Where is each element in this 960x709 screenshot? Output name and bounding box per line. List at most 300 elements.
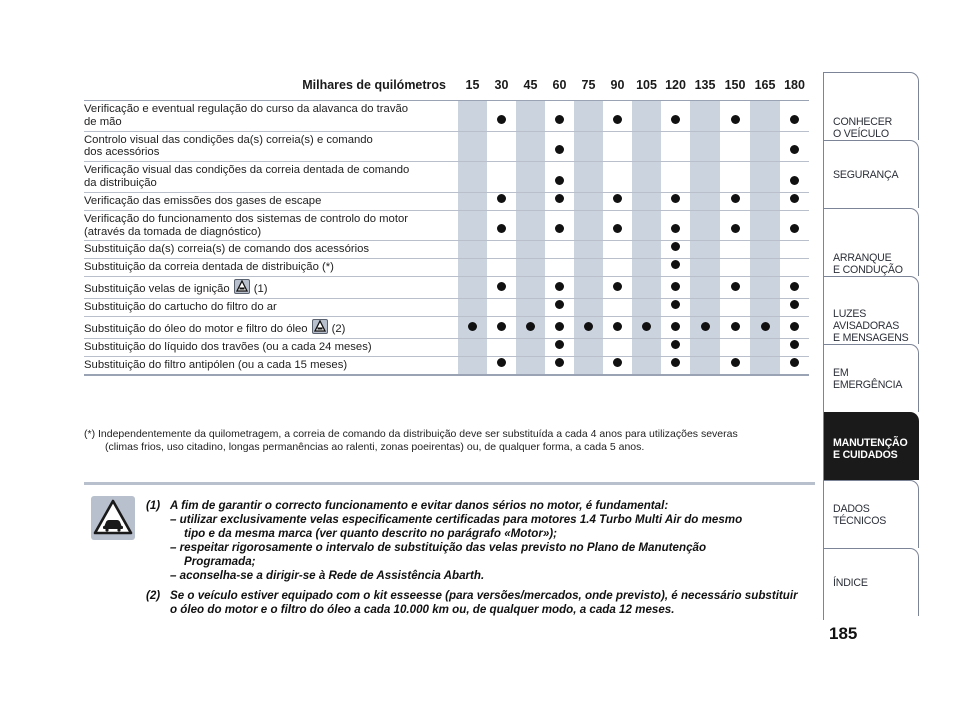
scheduled-dot [613, 358, 622, 367]
schedule-cell [574, 259, 603, 277]
tab-label: SEGURANÇA [833, 168, 899, 181]
schedule-cell [750, 101, 780, 132]
note-1 [146, 499, 816, 513]
schedule-cell [516, 162, 545, 193]
schedule-cell [516, 338, 545, 356]
table-row [84, 131, 809, 162]
scheduled-dot [555, 282, 564, 291]
scheduled-dot [761, 322, 770, 331]
schedule-cell [661, 338, 690, 356]
warning-triangle-icon [234, 279, 250, 294]
scheduled-dot [671, 194, 680, 203]
tab-seguranca[interactable] [824, 140, 919, 208]
scheduled-dot [497, 282, 506, 291]
scheduled-dot [731, 115, 740, 124]
table-row [84, 338, 809, 356]
schedule-cell [720, 101, 750, 132]
task-text: Verificação visual das condições da correia dentada de comando [84, 164, 410, 177]
task-line [84, 146, 452, 159]
tab-indice[interactable] [824, 548, 919, 616]
note-text-cont: o óleo do motor e o filtro do óleo a cada 10.000 km ou, de qualquer modo, a cada 12 meses. [170, 603, 675, 616]
task-description [84, 259, 458, 277]
scheduled-dot [671, 340, 680, 349]
schedule-cell [545, 317, 574, 339]
note-bullet-cont: Programada; [184, 555, 256, 568]
tab-label: MANUTENÇÃO [833, 437, 908, 449]
table-row [84, 356, 809, 375]
scheduled-dot [731, 282, 740, 291]
task-text: Substituição do líquido dos travões (ou a cada 24 meses) [84, 341, 372, 354]
scheduled-dot [555, 358, 564, 367]
task-text: Substituição da(s) correia(s) de comando dos acessórios [84, 243, 370, 256]
schedule-cell [632, 317, 661, 339]
page-number: 185 [829, 624, 858, 643]
scheduled-dot [555, 115, 564, 124]
schedule-cell [458, 259, 487, 277]
schedule-cell [487, 192, 516, 210]
schedule-cell [487, 338, 516, 356]
note-bullet: – aconselha-se a dirigir-se à Rede de Assistência Abarth. [170, 569, 485, 582]
schedule-cell [750, 259, 780, 277]
task-description [84, 299, 458, 317]
schedule-cell [603, 338, 632, 356]
schedule-cell [690, 259, 720, 277]
schedule-cell [750, 241, 780, 259]
scheduled-dot [497, 194, 506, 203]
scheduled-dot [555, 300, 564, 309]
schedule-cell [720, 210, 750, 241]
schedule-cell [661, 241, 690, 259]
footnote-line: (climas frios, uso citadino, longas permanências ao ralenti, zonas poeirentas) ou, de qualquer forma, a cada 5 anos. [105, 441, 645, 453]
scheduled-dot [790, 322, 799, 331]
scheduled-dot [671, 322, 680, 331]
scheduled-dot [497, 322, 506, 331]
column-header-km: 30 [487, 70, 516, 101]
task-description [84, 131, 458, 162]
schedule-cell [458, 299, 487, 317]
schedule-cell [690, 241, 720, 259]
scheduled-dot [555, 224, 564, 233]
note-text: A fim de garantir o correcto funcionamento e evitar danos sérios no motor, é fundamental: [170, 499, 669, 512]
schedule-cell [487, 241, 516, 259]
tab-label: AVISADORAS [833, 320, 900, 332]
column-header-km: 45 [516, 70, 545, 101]
table-row [84, 192, 809, 210]
schedule-cell [487, 259, 516, 277]
task-line [84, 226, 452, 239]
schedule-cell [780, 356, 809, 375]
schedule-cell [487, 299, 516, 317]
table-row [84, 259, 809, 277]
table-row [84, 101, 809, 132]
schedule-cell [574, 356, 603, 375]
schedule-cell [545, 356, 574, 375]
scheduled-dot [790, 224, 799, 233]
tab-label: EM EMERGÊNCIA [833, 366, 903, 391]
schedule-cell [720, 241, 750, 259]
schedule-cell [632, 101, 661, 132]
scheduled-dot [555, 322, 564, 331]
task-text: (através da tomada de diagnóstico) [84, 225, 262, 238]
table-row [84, 317, 809, 339]
warning-triangle-icon [312, 319, 328, 334]
schedule-cell [487, 101, 516, 132]
schedule-cell [720, 277, 750, 299]
scheduled-dot [613, 282, 622, 291]
task-text: da distribuição [84, 176, 157, 189]
task-text: Substituição do óleo do motor e filtro do óleo [84, 323, 308, 336]
schedule-cell [690, 131, 720, 162]
schedule-cell [690, 317, 720, 339]
scheduled-dot [790, 176, 799, 185]
schedule-cell [750, 192, 780, 210]
schedule-cell [780, 338, 809, 356]
schedule-cell [661, 210, 690, 241]
schedule-cell [632, 259, 661, 277]
task-text: Substituição da correia dentada de distribuição (*) [84, 261, 334, 274]
schedule-cell [574, 131, 603, 162]
tab-label: O VEÍCULO [833, 128, 889, 140]
column-header-km: 90 [603, 70, 632, 101]
task-line [84, 261, 452, 274]
task-line [84, 279, 452, 296]
schedule-cell [516, 192, 545, 210]
maintenance-schedule-table [84, 70, 809, 376]
task-line [84, 243, 452, 256]
schedule-cell [603, 101, 632, 132]
schedule-cell [661, 356, 690, 375]
scheduled-dot [790, 194, 799, 203]
note-number: (2) [146, 589, 161, 602]
schedule-cell [574, 317, 603, 339]
schedule-cell [458, 162, 487, 193]
note-bullet-cont: tipo e da mesma marca (ver quanto descrito no parágrafo «Motor»); [184, 527, 558, 540]
schedule-cell [661, 162, 690, 193]
scheduled-dot [790, 282, 799, 291]
table-row [84, 299, 809, 317]
column-header-km: 75 [574, 70, 603, 101]
table-row [84, 277, 809, 299]
schedule-cell [487, 131, 516, 162]
schedule-cell [574, 277, 603, 299]
task-description [84, 317, 458, 339]
schedule-cell [545, 210, 574, 241]
scheduled-dot [790, 115, 799, 124]
schedule-cell [632, 131, 661, 162]
table-row [84, 241, 809, 259]
schedule-cell [720, 192, 750, 210]
scheduled-dot [671, 300, 680, 309]
tab-label: E MENSAGENS [833, 332, 909, 344]
task-line [84, 103, 452, 116]
schedule-cell [632, 241, 661, 259]
schedule-cell [603, 356, 632, 375]
task-line [84, 134, 452, 147]
tab-arranque-e-conducao[interactable] [824, 208, 919, 276]
note-number: (1) [146, 499, 161, 512]
tab-manutencao-e-cuidados[interactable] [824, 412, 919, 480]
task-text: Verificação das emissões dos gases de escape [84, 194, 322, 207]
tab-label: CONHECER [833, 116, 893, 128]
schedule-cell [632, 338, 661, 356]
schedule-cell [458, 338, 487, 356]
scheduled-dot [731, 194, 740, 203]
task-text: Verificação e eventual regulação do curso da alavanca do travão [84, 103, 409, 115]
schedule-cell [603, 131, 632, 162]
column-header-km: 15 [458, 70, 487, 101]
task-line [84, 301, 452, 314]
scheduled-dot [497, 358, 506, 367]
column-header-km: 135 [690, 70, 720, 101]
schedule-cell [545, 338, 574, 356]
schedule-cell [750, 317, 780, 339]
schedule-cell [661, 101, 690, 132]
schedule-cell [458, 241, 487, 259]
schedule-cell [516, 317, 545, 339]
schedule-cell [780, 162, 809, 193]
schedule-cell [458, 317, 487, 339]
schedule-cell [545, 162, 574, 193]
scheduled-dot [671, 358, 680, 367]
schedule-cell [516, 210, 545, 241]
schedule-cell [661, 131, 690, 162]
scheduled-dot [613, 322, 622, 331]
schedule-cell [574, 101, 603, 132]
footnote-line: (*) Independentemente da quilometragem, a correia de comando da distribuição deve ser substituída a cada 4 anos para utilizações severas [84, 428, 738, 440]
task-description [84, 338, 458, 356]
tab-label: E CONDUÇÃO [833, 264, 903, 276]
schedule-cell [632, 162, 661, 193]
schedule-cell [750, 299, 780, 317]
scheduled-dot [526, 322, 535, 331]
scheduled-dot [555, 340, 564, 349]
task-text: de mão [84, 115, 122, 128]
schedule-cell [545, 192, 574, 210]
task-description [84, 356, 458, 375]
schedule-cell [603, 277, 632, 299]
scheduled-dot [671, 260, 680, 269]
schedule-cell [750, 277, 780, 299]
note-text: Se o veículo estiver equipado com o kit esseesse (para versões/mercados, onde previsto), é necessário substituir [170, 589, 798, 602]
schedule-cell [780, 210, 809, 241]
tab-label: ÍNDICE [833, 576, 868, 589]
schedule-cell [750, 131, 780, 162]
task-text: Controlo visual das condições da(s) correia(s) e comando [84, 133, 373, 146]
schedule-cell [516, 299, 545, 317]
schedule-cell [690, 162, 720, 193]
scheduled-dot [671, 224, 680, 233]
column-header-km: 180 [780, 70, 809, 101]
table-row [84, 210, 809, 241]
schedule-cell [690, 210, 720, 241]
scheduled-dot [497, 115, 506, 124]
schedule-cell [574, 338, 603, 356]
note-2 [146, 589, 816, 603]
table-header-row [84, 70, 809, 101]
column-header-km: 60 [545, 70, 574, 101]
schedule-cell [780, 101, 809, 132]
column-header-km: 150 [720, 70, 750, 101]
schedule-cell [574, 162, 603, 193]
task-line [84, 319, 452, 336]
schedule-cell [545, 131, 574, 162]
task-text: Substituição do filtro antipólen (ou a cada 15 meses) [84, 359, 348, 372]
schedule-cell [720, 259, 750, 277]
task-line [84, 213, 452, 226]
schedule-cell [458, 131, 487, 162]
task-line [84, 341, 452, 354]
scheduled-dot [613, 224, 622, 233]
note-bullet: – utilizar exclusivamente velas especificamente certificadas para motores 1.4 Turbo Multi Air do mesmo [170, 513, 743, 526]
schedule-cell [545, 259, 574, 277]
scheduled-dot [613, 194, 622, 203]
schedule-cell [720, 299, 750, 317]
task-line [84, 359, 452, 372]
schedule-cell [690, 299, 720, 317]
scheduled-dot [555, 194, 564, 203]
note-reference: (1) [253, 283, 268, 296]
warning-text [146, 499, 816, 617]
schedule-cell [720, 356, 750, 375]
task-text: Verificação do funcionamento dos sistemas de controlo do motor [84, 212, 409, 225]
schedule-cell [661, 259, 690, 277]
task-line [84, 116, 452, 129]
column-header-km: 120 [661, 70, 690, 101]
header-label: Milhares de quilómetros [84, 70, 458, 101]
schedule-cell [720, 131, 750, 162]
schedule-cell [661, 317, 690, 339]
note-bullet: – respeitar rigorosamente o intervalo de substituição das velas previsto no Plano de Manutenção [170, 541, 707, 554]
scheduled-dot [671, 242, 680, 251]
scheduled-dot [555, 145, 564, 154]
schedule-cell [632, 356, 661, 375]
schedule-cell [574, 299, 603, 317]
schedule-cell [780, 299, 809, 317]
tab-label: E CUIDADOS [833, 449, 898, 461]
schedule-cell [690, 356, 720, 375]
schedule-cell [516, 101, 545, 132]
schedule-cell [720, 162, 750, 193]
scheduled-dot [497, 224, 506, 233]
schedule-cell [458, 210, 487, 241]
chapter-index-tabs [823, 72, 919, 620]
scheduled-dot [613, 115, 622, 124]
scheduled-dot [642, 322, 651, 331]
task-description [84, 192, 458, 210]
schedule-cell [661, 277, 690, 299]
schedule-cell [780, 277, 809, 299]
scheduled-dot [790, 340, 799, 349]
schedule-cell [720, 317, 750, 339]
scheduled-dot [731, 224, 740, 233]
scheduled-dot [790, 145, 799, 154]
task-description [84, 210, 458, 241]
schedule-cell [750, 338, 780, 356]
schedule-cell [487, 317, 516, 339]
tab-label: ARRANQUE [833, 252, 892, 264]
schedule-cell [690, 338, 720, 356]
scheduled-dot [671, 115, 680, 124]
scheduled-dot [468, 322, 477, 331]
schedule-cell [516, 241, 545, 259]
scheduled-dot [790, 358, 799, 367]
table-row [84, 162, 809, 193]
task-description [84, 277, 458, 299]
table-body [84, 101, 809, 375]
scheduled-dot [701, 322, 710, 331]
tab-luzes-avisadoras[interactable] [824, 276, 919, 344]
schedule-cell [690, 101, 720, 132]
schedule-cell [780, 192, 809, 210]
scheduled-dot [555, 176, 564, 185]
note-reference: (2) [331, 323, 346, 336]
schedule-cell [545, 101, 574, 132]
task-text: Substituição do cartucho do filtro do ar [84, 301, 277, 314]
schedule-cell [516, 356, 545, 375]
schedule-cell [487, 210, 516, 241]
schedule-cell [545, 277, 574, 299]
schedule-cell [780, 241, 809, 259]
schedule-cell [750, 162, 780, 193]
schedule-cell [661, 299, 690, 317]
schedule-cell [487, 162, 516, 193]
column-header-km: 165 [750, 70, 780, 101]
task-line [84, 195, 452, 208]
schedule-cell [750, 210, 780, 241]
task-description [84, 241, 458, 259]
task-description [84, 101, 458, 132]
schedule-cell [516, 131, 545, 162]
schedule-cell [487, 277, 516, 299]
table-footnote [84, 428, 804, 454]
task-text: Substituição velas de ignição [84, 283, 230, 296]
schedule-cell [574, 192, 603, 210]
schedule-cell [574, 241, 603, 259]
schedule-cell [603, 192, 632, 210]
schedule-cell [487, 356, 516, 375]
schedule-cell [632, 192, 661, 210]
schedule-cell [603, 299, 632, 317]
tab-label: LUZES [833, 308, 867, 320]
warning-notes [84, 482, 815, 635]
schedule-cell [458, 277, 487, 299]
schedule-cell [632, 210, 661, 241]
tab-em-emergencia[interactable] [824, 344, 919, 412]
schedule-cell [458, 356, 487, 375]
column-header-km: 105 [632, 70, 661, 101]
schedule-cell [574, 210, 603, 241]
schedule-cell [545, 241, 574, 259]
schedule-cell [603, 317, 632, 339]
schedule-cell [720, 338, 750, 356]
scheduled-dot [671, 282, 680, 291]
schedule-cell [780, 131, 809, 162]
schedule-cell [632, 299, 661, 317]
tab-dados-tecnicos[interactable] [824, 480, 919, 548]
tab-label: TÉCNICOS [833, 515, 887, 527]
schedule-cell [458, 101, 487, 132]
scheduled-dot [731, 358, 740, 367]
tab-conhecer-o-veiculo[interactable] [824, 72, 919, 140]
car-warning-triangle-icon [91, 496, 135, 540]
schedule-cell [750, 356, 780, 375]
schedule-cell [603, 241, 632, 259]
schedule-cell [545, 299, 574, 317]
task-text: dos acessórios [84, 146, 160, 159]
task-description [84, 162, 458, 193]
schedule-cell [632, 277, 661, 299]
schedule-cell [603, 162, 632, 193]
